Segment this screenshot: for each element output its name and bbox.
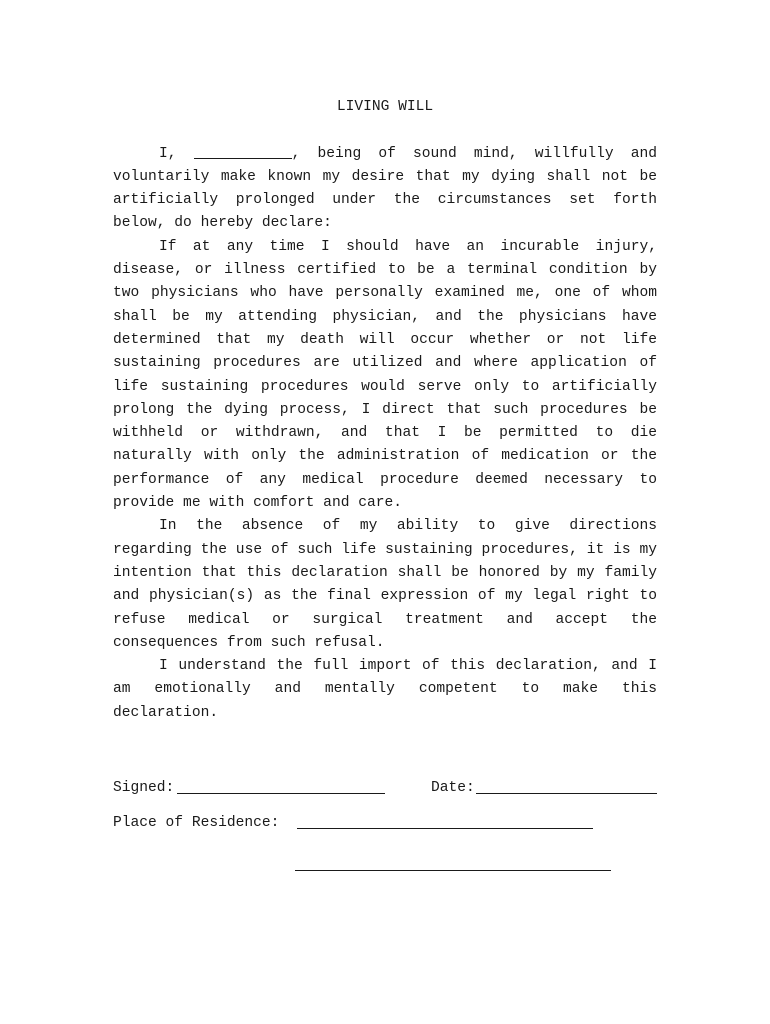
intention-paragraph: In the absence of my ability to give directions regarding the use of such life sustaining procedures, it is my intention that this declaration shall be honored by my family and physician(s) as the final expression of my legal right to refuse medical or surgical treatment and accept the consequences from such refusal.: [113, 518, 657, 651]
declarant-prefix: I,: [159, 145, 194, 162]
date-line[interactable]: [476, 793, 657, 794]
declarant-name-blank[interactable]: [194, 144, 292, 159]
signed-label: Signed:: [113, 780, 175, 796]
residence-line-2[interactable]: [295, 870, 611, 871]
competence-paragraph: I understand the full import of this declaration, and I am emotionally and mentally competent to make this declaration.: [113, 658, 657, 721]
document-title: LIVING WILL: [336, 99, 434, 115]
date-label: Date:: [431, 780, 475, 796]
signature-line[interactable]: [177, 793, 385, 794]
residence-label: Place of Residence:: [113, 815, 280, 831]
declaration-text: , being of sound mind, willfully and voluntarily make known my desire that my dying shall not be artificially prolonged under the circumstances set forth below, do hereby declare:: [113, 145, 657, 232]
terminal-condition-paragraph: If at any time I should have an incurable injury, disease, or illness certified to be a terminal condition by two physicians who have personally examined me, one of whom shall be my attending physician, and the physicians have determined that my death will occur whether or not life sustaining procedures are utilized and where application of life sustaining procedures would serve only to artificially prolong the dying process, I direct that such procedures be withheld or withdrawn, and that I be permitted to die naturally with only the administration of medication or the performance of any medical procedure deemed necessary to provide me with comfort and care.: [113, 238, 657, 512]
declaration-paragraph: [113, 143, 657, 236]
residence-line-1[interactable]: [297, 828, 593, 829]
document-body: [113, 96, 657, 725]
